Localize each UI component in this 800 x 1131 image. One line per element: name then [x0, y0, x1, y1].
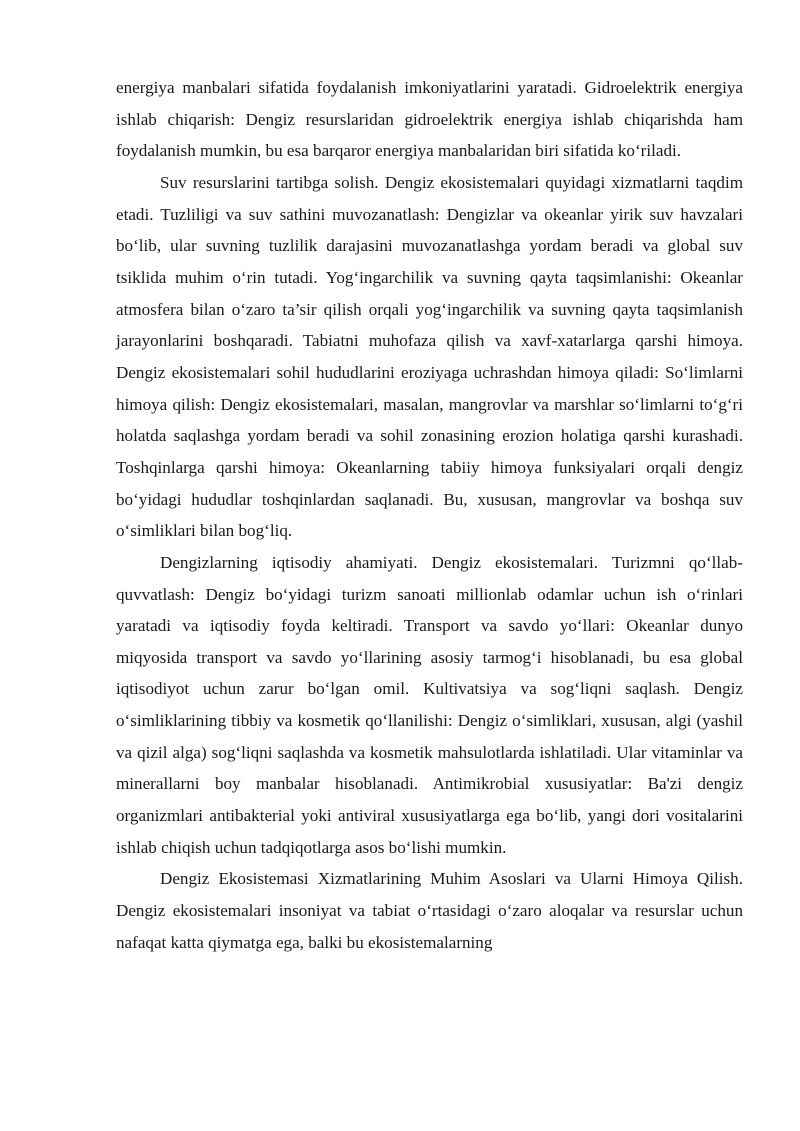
paragraph-economic-importance: Dengizlarning iqtisodiy ahamiyati. Dengiz ekosistemalari. Turizmni qo‘llab-quvvatlash: Dengiz bo‘yidagi turizm sanoati millionlab odamlar uchun ish o‘rinlari yaratadi va iqtisodiy foyda keltiradi. Transport va savdo yo‘llari: Okeanlar dunyo miqyosida transport va savdo yo‘llarining asosiy tarmog‘i hisoblanadi, bu esa global iqtisodiyot uchun zarur bo‘lgan omil. Kultivatsiya va sog‘liqni saqlash. Dengiz o‘simliklarining tibbiy va kosmetik qo‘llanilishi: Dengiz o‘simliklari, xususan, algi (yashil va qizil alga) sog‘liqni saqlashda va kosmetik mahsulotlarda ishlatiladi. Ular vitaminlar va minerallarni boy manbalar hisoblanadi. Antimikrobial xususiyatlar: Ba'zi dengiz organizmlari antibakterial yoki antiviral xususiyatlarga ega bo‘lib, yangi dori vositalarini ishlab chiqish uchun tadqiqotlarga asos bo‘lishi mumkin.	[116, 552, 743, 857]
paragraph-water-resources: Suv resurslarini tartibga solish. Dengiz ekosistemalari quyidagi xizmatlarni taqdim etadi. Tuzliligi va suv sathini muvozanatlash: Dengizlar va okeanlar yirik suv havzalari bo‘lib, ular suvning tuzlilik darajasini muvozanatlashga yordam beradi va global suv tsiklida muhim o‘rin tutadi. Yog‘ingarchilik va suvning qayta taqsimlanishi: Okeanlar atmosfera bilan o‘zaro ta’sir qilish orqali yog‘ingarchilik va suvning qayta taqsimlanish jarayonlarini boshqaradi. Tabiatni muhofaza qilish va xavf-xatarlarga qarshi himoya. Dengiz ekosistemalari sohil hududlarini eroziyaga uchrashdan himoya qiladi: So‘limlarni himoya qilish: Dengiz ekosistemalari, masalan, mangrovlar va marshlar so‘limlarni to‘g‘ri holatda saqlashga yordam beradi va sohil zonasining erozion holatiga qarshi kurashadi. Toshqinlarga qarshi himoya: Okeanlarning tabiiy himoya funksiyalari orqali dengiz bo‘yidagi hududlar toshqinlardan saqlanadi. Bu, xususan, mangrovlar va boshqa suv o‘simliklari bilan bog‘liq.	[116, 172, 743, 541]
paragraph-ecosystem-services: Dengiz Ekosistemasi Xizmatlarining Muhim Asoslari va Ularni Himoya Qilish. Dengiz ekosistemalari insoniyat va tabiat o‘rtasidagi o‘zaro aloqalar va resurslar uchun nafaqat katta qiymatga ega, balki bu ekosistemalarning	[116, 869, 743, 952]
paragraph-energy-sources: energiya manbalari sifatida foydalanish imkoniyatlarini yaratadi. Gidroelektrik energiya ishlab chiqarish: Dengiz resurslaridan gidroelektrik energiya ishlab chiqarishda ham foydalanish mumkin, bu esa barqaror energiya manbalaridan biri sifatida ko‘riladi.	[116, 78, 743, 161]
